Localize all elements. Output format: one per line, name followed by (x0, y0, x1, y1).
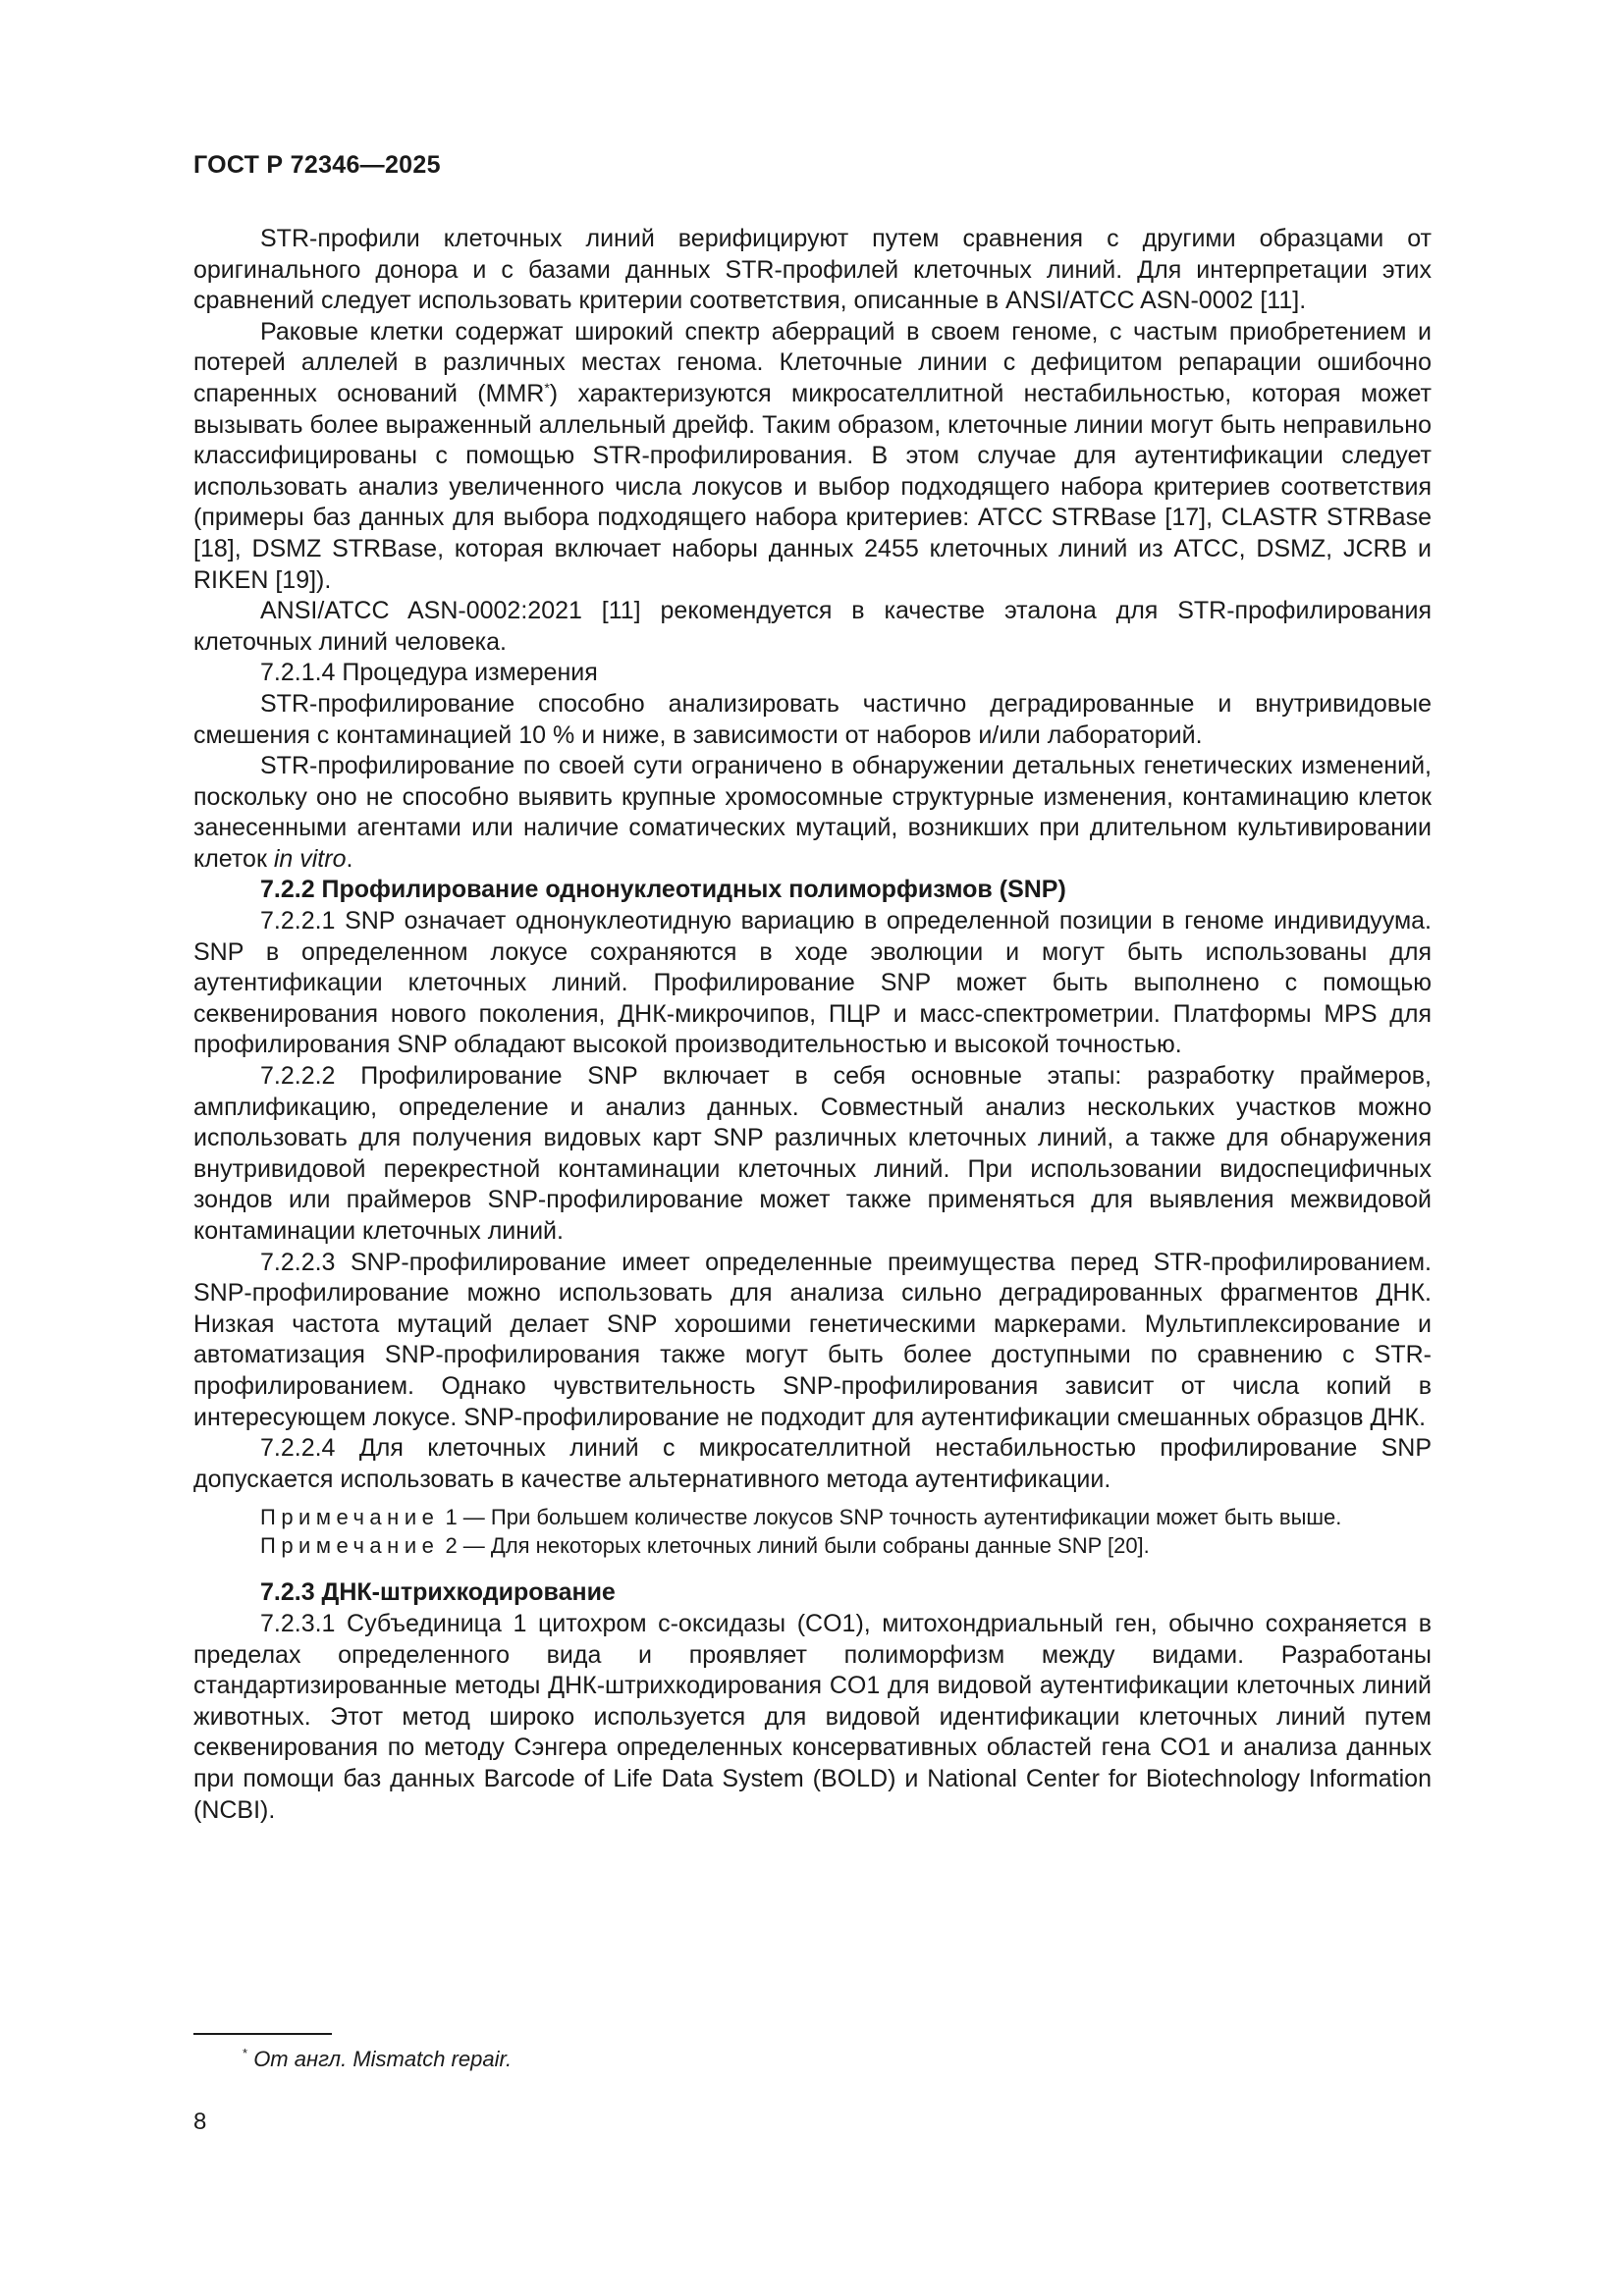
body-text (193, 224, 1432, 1826)
paragraph: STR-профилирование способно анализировать частично деградированные и внутривидовые смешения с контаминацией 10 % и ниже, в зависимости от наборов и/или лабораторий. (193, 689, 1432, 749)
paragraph: 7.2.2.1 SNP означает однонуклеотидную вариацию в определенной позиции в геноме индивидуума. SNP в определенном локусе сохраняются в ходе эволюции и могут быть использованы для аутентификации клеточных линий. Профилирование SNP может быть выполнено с помощью секвенирования нового поколения, ДНК-микрочипов, ПЦР и масс-спектрометрии. Платформы MPS для профилирования SNP обладают высокой производительностью и высокой точностью. (193, 907, 1432, 1059)
paragraph: STR-профили клеточных линий верифицируют путем сравнения с другими образцами от оригинального донора и с базами данных STR-профилей клеточных линий. Для интерпретации этих сравнений следует использовать критерии соответствия, описанные в ANSI/ATCC ASN-0002 [11]. (193, 225, 1432, 315)
footnote-marker: * (243, 2046, 248, 2060)
footnote-divider (193, 2033, 332, 2035)
paragraph: 7.2.3.1 Субъединица 1 цитохром с-оксидазы (CO1), митохондриальный ген, обычно сохраняется в пределах определенного вида и проявляет полиморфизм между видами. Разработаны стандартизированные методы ДНК-штрихкодирования CO1 для видовой аутентификации клеточных линий животных. Этот метод широко используется для видовой идентификации клеточных линий путем секвенирования по методу Сэнгера определенных консервативных областей гена CO1 и анализа данных при помощи баз данных Barcode of Life Data System (BOLD) и National Center for Biotechnology Information (NCBI). (193, 1609, 1432, 1824)
paragraph: 7.2.2.3 SNP-профилирование имеет определенные преимущества перед STR-профилированием. SNP-профилирование можно использовать для анализа сильно деградированных фрагментов ДНК. Низкая частота мутаций делает SNP хорошими генетическими маркерами. Мультиплексирование и автоматизация SNP-профилирования также могут быть более доступными по сравнению с STR-профилированием. Однако чувствительность SNP-профилирования зависит от числа копий в интересующем локусе. SNP-профилирование не подходит для аутентификации смешанных образцов ДНК. (193, 1248, 1432, 1431)
note (193, 1503, 1432, 1531)
footnote (243, 2046, 512, 2073)
document-page (193, 0, 1432, 2296)
section-heading-7-2-2: 7.2.2 Профилирование однонуклеотидных полиморфизмов (SNP) (260, 876, 1066, 904)
note-label: Примечание (260, 1505, 440, 1530)
paragraph (193, 751, 1432, 875)
note-text: 1 — При большем количестве локусов SNP точность аутентификации может быть выше. (439, 1505, 1342, 1530)
standard-header: ГОСТ Р 72346—2025 (193, 151, 441, 179)
notes-block (193, 1503, 1432, 1560)
paragraph-text: Раковые клетки содержат широкий спектр аберраций в своем геноме, с частым приобретением и потерей аллелей в различных местах генома. Клеточные линии с дефицитом репарации ошибочно спаренных оснований (MMR (193, 317, 1432, 407)
section-heading-7-2-3: 7.2.3 ДНК-штрихкодирование (260, 1578, 616, 1607)
paragraph-text: STR-профилирование по своей сути ограничено в обнаружении детальных генетических изменений, поскольку оно не способно выявить крупные хромосомные структурные изменения, контаминацию клеток занесенными агентами или наличие соматических мутаций, возникших при длительном культивировании клеток (193, 752, 1432, 873)
paragraph: 7.2.2.4 Для клеточных линий с микросателлитной нестабильностью профилирование SNP допускается использовать в качестве альтернативного метода аутентификации. (193, 1434, 1432, 1493)
page-number: 8 (193, 2109, 207, 2135)
paragraph-text: ) характеризуются микросателлитной нестабильностью, которая может вызывать более выраженный аллельный дрейф. Таким образом, клеточные линии могут быть неправильно классифицированы с помощью STR-профилирования. В этом случае для аутентификации следует использовать анализ увеличенного числа локусов и выбор подходящего набора критериев соответствия (примеры баз данных для выбора подходящего набора критериев: ATCC STRBase [17], CLASTR STRBase [18], DSMZ STRBase, которая включает наборы данных 2455 клеточных линий из ATCC, DSMZ, JCRB и RIKEN [19]). (193, 379, 1432, 594)
note (193, 1531, 1432, 1560)
paragraph (193, 317, 1432, 596)
note-text: 2 — Для некоторых клеточных линий были собраны данные SNP [20]. (439, 1533, 1150, 1559)
footnote-text: От англ. Mismatch repair. (253, 2047, 513, 2071)
footnote-reference: * (544, 379, 550, 396)
paragraph: ANSI/ATCC ASN-0002:2021 [11] рекомендуется в качестве эталона для STR-профилирования клеточных линий человека. (193, 597, 1432, 656)
subsection-heading: 7.2.1.4 Процедура измерения (260, 659, 598, 687)
italic-term: in vitro (273, 844, 347, 873)
note-label: Примечание (260, 1533, 440, 1559)
paragraph: 7.2.2.2 Профилирование SNP включает в себя основные этапы: разработку праймеров, амплификацию, определение и анализ данных. Совместный анализ нескольких участков можно использовать для получения видовых карт SNP различных клеточных линий, а также для обнаружения внутривидовой перекрестной контаминации клеточных линий. При использовании видоспецифичных зондов или праймеров SNP-профилирование может также применяться для выявления межвидовой контаминации клеточных линий. (193, 1062, 1432, 1245)
paragraph-text: . (346, 844, 353, 873)
